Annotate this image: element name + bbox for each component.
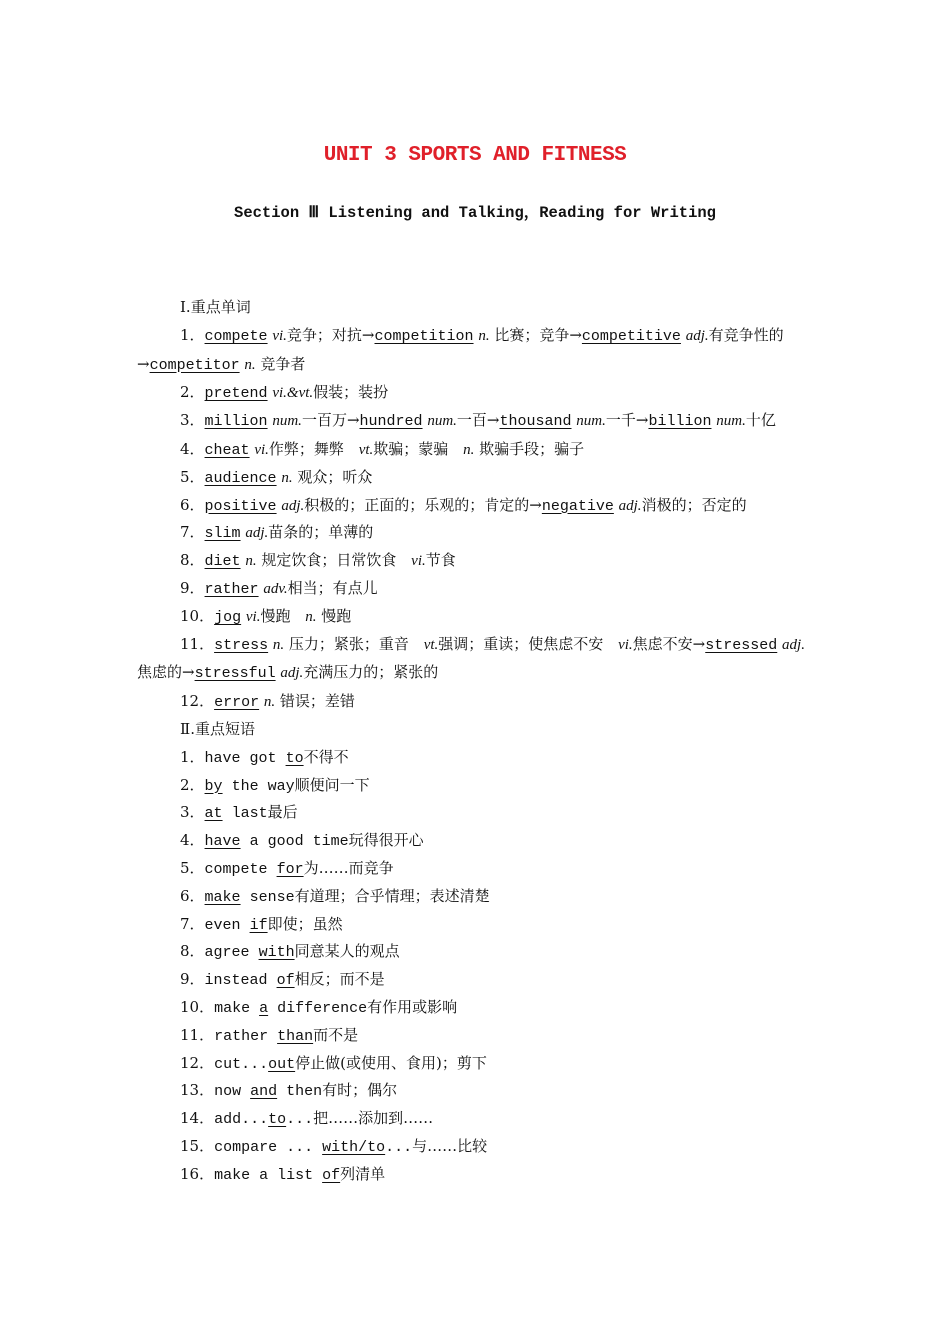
item-number: 15． — [180, 1136, 215, 1155]
phrase-item — [137, 772, 817, 800]
part-of-speech: n. — [463, 441, 475, 458]
meaning: 停止做(或使用、食用)；剪下 — [295, 1053, 487, 1072]
item-number: 1． — [180, 325, 205, 344]
part-of-speech: adj. — [618, 497, 642, 514]
word-item — [137, 407, 817, 436]
answer-word: with — [258, 944, 295, 962]
item-number: 10． — [180, 606, 215, 625]
item-number: 3． — [180, 803, 205, 822]
meaning: 节食 — [425, 551, 456, 570]
answer-word: compete — [204, 327, 268, 345]
part-of-speech: n. — [305, 608, 317, 625]
phrase-item — [137, 1105, 817, 1133]
item-number: 6． — [180, 495, 205, 514]
item-number: 11． — [180, 634, 215, 653]
phrase-suffix: sense — [240, 888, 295, 906]
phrase-item — [137, 911, 817, 939]
word-item — [137, 379, 817, 407]
meaning: 相反；而不是 — [294, 970, 385, 989]
word-item — [137, 322, 817, 380]
part-of-speech: adj. — [782, 636, 805, 653]
word-item — [137, 547, 817, 575]
phrase-item — [137, 799, 817, 827]
meaning: 消极的；否定的 — [641, 495, 747, 514]
meaning: 与……比较 — [412, 1136, 488, 1155]
part-of-speech: n. — [244, 356, 256, 373]
meaning: 规定饮食；日常饮食 — [261, 551, 397, 570]
answer-word: by — [204, 777, 223, 795]
phrase-prefix: instead — [204, 972, 277, 990]
meaning: 列清单 — [340, 1164, 386, 1183]
item-number: 9． — [180, 578, 205, 597]
part-of-speech: adv. — [263, 580, 288, 597]
part-of-speech: num. — [576, 413, 606, 430]
meaning: 十亿 — [745, 411, 776, 430]
answer-word: audience — [204, 469, 277, 487]
meaning: 即使；虽然 — [267, 914, 343, 933]
part-of-speech: num. — [716, 413, 746, 430]
answer-word: pretend — [204, 385, 268, 403]
word-item — [137, 464, 817, 492]
meaning: 同意某人的观点 — [294, 942, 400, 961]
part-of-speech: vt. — [423, 636, 439, 653]
answer-word: to — [268, 1111, 287, 1129]
meaning: 一百万→ — [301, 411, 360, 430]
answer-word: cheat — [204, 441, 250, 459]
item-number: 5． — [180, 858, 205, 877]
meaning: 有竞争性的→ — [137, 325, 784, 373]
item-number: 8． — [180, 551, 205, 570]
word-item — [137, 436, 817, 464]
meaning: 错误；差错 — [279, 692, 355, 711]
item-number: 3． — [180, 411, 205, 430]
phrase-item — [137, 883, 817, 911]
item-number: 11． — [180, 1025, 215, 1044]
meaning: 观众；听众 — [297, 467, 373, 486]
meaning: 焦虑不安→ — [632, 634, 706, 653]
meaning: 竞争；对抗→ — [286, 325, 375, 344]
meaning: 充满压力的；紧张的 — [303, 663, 439, 682]
meaning: 作弊；舞弊 — [268, 439, 344, 458]
meaning: 压力；紧张；重音 — [288, 634, 409, 653]
meaning: 焦虑的→ — [137, 663, 195, 682]
phrase-item — [137, 994, 817, 1022]
part-of-speech: vi. — [254, 441, 269, 458]
phrase-suffix: ... — [385, 1138, 413, 1156]
meaning: 竞争者 — [260, 354, 306, 373]
item-number: 5． — [180, 467, 205, 486]
meaning: 假装；装扮 — [313, 383, 389, 402]
item-number: 1． — [180, 747, 205, 766]
answer-word: negative — [541, 497, 614, 515]
part-of-speech: num. — [427, 413, 457, 430]
part-of-speech: n. — [245, 553, 257, 570]
answer-word: positive — [204, 497, 277, 515]
meaning: 一百→ — [456, 411, 500, 430]
worksheet-body — [137, 294, 817, 1189]
phrase-prefix: compare ... — [214, 1138, 323, 1156]
part-of-speech: adj. — [281, 497, 305, 514]
answer-word: competition — [374, 327, 474, 345]
phrase-suffix: the way — [222, 777, 295, 795]
meaning: 欺骗；蒙骗 — [373, 439, 449, 458]
part-of-speech: adj. — [280, 665, 304, 682]
answer-word: thousand — [499, 413, 572, 431]
section-subtitle: Section Ⅲ Listening and Talking，Reading for Writing — [234, 204, 716, 222]
part-of-speech: n. — [272, 636, 285, 653]
item-number: 2． — [180, 775, 205, 794]
answer-word: error — [214, 694, 260, 712]
meaning: 一千→ — [605, 411, 649, 430]
meaning: 把……添加到…… — [313, 1109, 434, 1128]
phrase-prefix: make a list — [214, 1166, 323, 1184]
answer-word: to — [285, 749, 304, 767]
phrase-item — [137, 827, 817, 855]
answer-word: and — [250, 1083, 278, 1101]
unit-title: UNIT 3 SPORTS AND FITNESS — [323, 144, 627, 167]
part-of-speech: vi. — [411, 553, 426, 570]
answer-word: with/to — [322, 1138, 386, 1156]
answer-word: stressful — [194, 665, 276, 683]
phrase-prefix: agree — [204, 944, 259, 962]
item-number: 12． — [180, 692, 215, 711]
answer-word: for — [276, 860, 304, 878]
answer-word: stressed — [705, 636, 778, 654]
part-of-speech: n. — [263, 694, 276, 711]
phrase-item — [137, 966, 817, 994]
meaning: 强调；重读；使焦虑不安 — [438, 634, 604, 653]
word-item — [137, 575, 817, 603]
part-of-speech: num. — [272, 413, 302, 430]
meaning: 为……而竞争 — [303, 858, 394, 877]
phrase-prefix: have got — [204, 749, 286, 767]
answer-word: hundred — [359, 413, 423, 431]
part-of-speech: vi.&vt. — [272, 385, 314, 402]
phrase-item — [137, 1077, 817, 1105]
answer-word: than — [277, 1027, 314, 1045]
meaning: 欺骗手段；骗子 — [479, 439, 585, 458]
word-item — [137, 603, 817, 631]
answer-word: have — [204, 833, 241, 851]
phrase-prefix: rather — [214, 1027, 278, 1045]
phrase-suffix: last — [222, 805, 268, 823]
phrase-item — [137, 1161, 817, 1189]
part-of-speech: vt. — [358, 441, 374, 458]
meaning: 不得不 — [303, 747, 349, 766]
word-item — [137, 631, 817, 689]
section-heading-phrases: Ⅱ.重点短语 — [180, 719, 255, 738]
answer-word: stress — [214, 636, 269, 654]
meaning: 顺便问一下 — [294, 775, 370, 794]
item-number: 9． — [180, 970, 205, 989]
item-number: 14． — [180, 1109, 215, 1128]
item-number: 16． — [180, 1164, 215, 1183]
phrase-item — [137, 938, 817, 966]
answer-word: out — [268, 1055, 296, 1073]
phrase-prefix: now — [214, 1083, 251, 1101]
item-number: 8． — [180, 942, 205, 961]
part-of-speech: vi. — [245, 608, 261, 625]
meaning: 有时；偶尔 — [322, 1081, 398, 1100]
item-number: 13． — [180, 1081, 215, 1100]
phrase-prefix: compete — [204, 860, 277, 878]
phrase-prefix: make — [214, 999, 260, 1017]
item-number: 7． — [180, 523, 205, 542]
answer-word: diet — [204, 553, 241, 571]
phrase-prefix: even — [204, 916, 250, 934]
part-of-speech: n. — [281, 469, 293, 486]
answer-word: million — [204, 413, 268, 431]
phrase-suffix: difference — [268, 999, 368, 1017]
phrase-list — [137, 744, 817, 1189]
meaning: 有作用或影响 — [367, 997, 458, 1016]
meaning: 慢跑 — [260, 606, 291, 625]
word-item — [137, 492, 817, 520]
phrase-item — [137, 1022, 817, 1050]
part-of-speech: n. — [478, 327, 490, 344]
item-number: 10． — [180, 997, 215, 1016]
answer-word: slim — [204, 525, 241, 543]
phrase-prefix: cut... — [214, 1055, 269, 1073]
answer-word: billion — [648, 413, 712, 431]
answer-word: a — [259, 999, 269, 1017]
part-of-speech: vi. — [618, 636, 633, 653]
item-number: 7． — [180, 914, 205, 933]
meaning: 比赛；竞争→ — [494, 325, 582, 344]
phrase-item — [137, 1133, 817, 1161]
answer-word: make — [204, 888, 241, 906]
meaning: 慢跑 — [321, 606, 352, 625]
phrase-prefix: add... — [214, 1111, 269, 1129]
item-number: 6． — [180, 886, 205, 905]
phrase-suffix: a good time — [240, 833, 349, 851]
meaning: 最后 — [267, 803, 298, 822]
item-number: 12． — [180, 1053, 215, 1072]
answer-word: jog — [214, 608, 242, 626]
part-of-speech: adj. — [245, 525, 269, 542]
phrase-item — [137, 855, 817, 883]
phrase-item — [137, 1050, 817, 1078]
part-of-speech: adj. — [685, 327, 709, 344]
meaning: 相当；有点儿 — [287, 578, 378, 597]
meaning: 积极的；正面的；乐观的；肯定的→ — [304, 495, 542, 514]
answer-word: competitor — [149, 356, 240, 374]
meaning: 苗条的；单薄的 — [268, 523, 374, 542]
answer-word: of — [322, 1166, 341, 1184]
item-number: 2． — [180, 383, 205, 402]
phrase-item — [137, 744, 817, 772]
section-heading-words: Ⅰ.重点单词 — [180, 298, 251, 316]
phrase-suffix: then — [277, 1083, 323, 1101]
item-number: 4． — [180, 439, 205, 458]
answer-word: rather — [204, 580, 259, 598]
meaning: 有道理；合乎情理；表述清楚 — [294, 886, 490, 905]
answer-word: at — [204, 805, 223, 823]
word-item — [137, 688, 817, 716]
answer-word: of — [276, 972, 295, 990]
item-number: 4． — [180, 831, 205, 850]
part-of-speech: vi. — [272, 327, 287, 344]
word-item — [137, 519, 817, 547]
meaning: 而不是 — [313, 1025, 359, 1044]
meaning: 玩得很开心 — [348, 831, 424, 850]
phrase-suffix: ... — [286, 1111, 314, 1129]
answer-word: if — [249, 916, 268, 934]
answer-word: competitive — [581, 327, 681, 345]
